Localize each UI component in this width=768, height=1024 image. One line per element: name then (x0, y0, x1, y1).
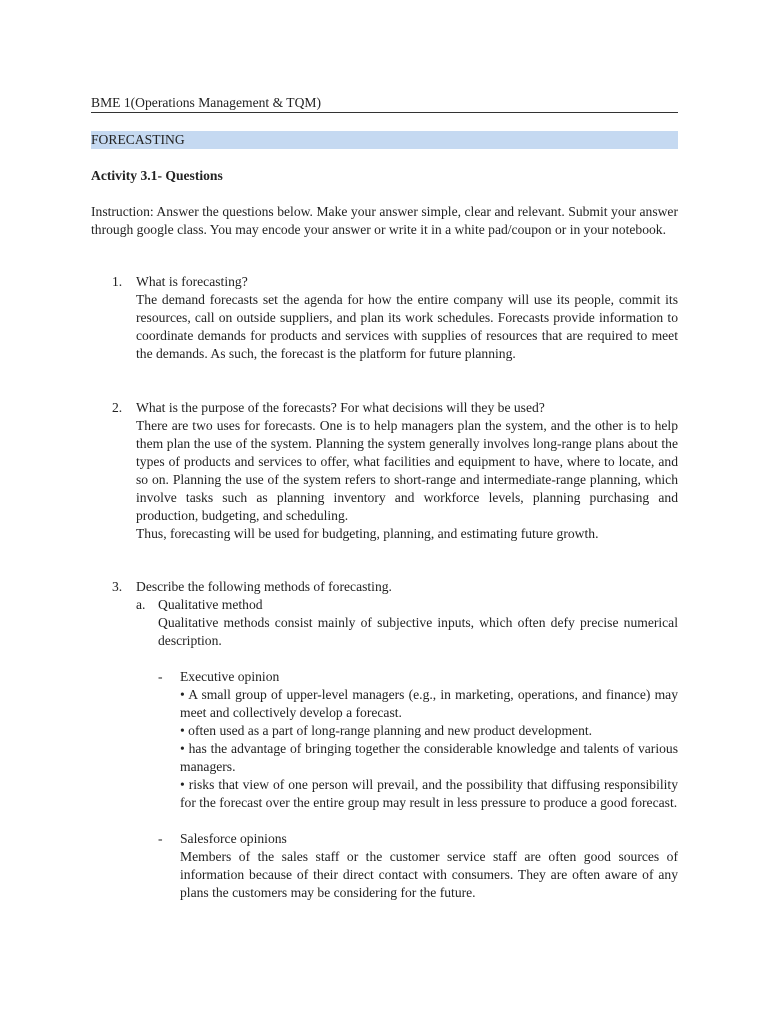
sub-item-title: Qualitative method (158, 597, 263, 612)
question-text: Describe the following methods of forecasting. (136, 579, 392, 594)
dash-marker: - (158, 831, 163, 846)
sub-item-description: Qualitative methods consist mainly of subjective inputs, which often defy precise numerical description. (158, 615, 678, 648)
section-banner: FORECASTING (91, 131, 678, 149)
activity-title: Activity 3.1- Questions (91, 168, 223, 183)
sub-item-a (136, 596, 678, 902)
question-2 (112, 399, 678, 543)
dash-marker: - (158, 669, 163, 684)
question-3 (112, 578, 678, 902)
method-bullet: • A small group of upper-level managers (e.g., in marketing, operations, and finance) may meet and collectively develop a forecast. (180, 687, 678, 720)
method-bullet: • has the advantage of bringing together the considerable knowledge and talents of various managers. (180, 741, 678, 774)
method-bullet: • risks that view of one person will prevail, and the possibility that diffusing responsibility for the forecast over the entire group may result in less pressure to produce a good forecast. (180, 777, 678, 810)
answer-conclusion: Thus, forecasting will be used for budgeting, planning, and estimating future growth. (136, 526, 599, 541)
sub-item-label: a. (136, 597, 146, 612)
method-bullet: • often used as a part of long-range planning and new product development. (180, 723, 593, 738)
course-header: BME 1(Operations Management & TQM) (91, 94, 678, 113)
question-number: 2. (112, 400, 123, 415)
answer-text: The demand forecasts set the agenda for how the entire company will use its people, commit its resources, call on outside suppliers, and plan its work schedules. Forecasts provide information to coordinate demands for products and services with supplies of resources that are required to meet the demands. As such, the forecast is the platform for future planning. (136, 292, 678, 361)
method-executive-opinion (158, 668, 678, 812)
method-title: Executive opinion (180, 669, 280, 684)
method-description: Members of the sales staff or the customer service staff are often good sources of information because of their direct contact with consumers. They are often aware of any plans the customers may be considering for the future. (180, 849, 678, 900)
method-salesforce-opinions (158, 830, 678, 902)
answer-text: There are two uses for forecasts. One is to help managers plan the system, and the other is to help them plan the use of the system. Planning the system generally involves long-range plans about the types of products and services to offer, what facilities and equipment to have, where to locate, and so on. Planning the use of the system refers to short-range and intermediate-range planning, which involve tasks such as planning inventory and workforce levels, planning purchasing and production, budgeting, and scheduling. (136, 418, 678, 523)
question-number: 3. (112, 579, 123, 594)
question-number: 1. (112, 274, 123, 289)
question-text: What is forecasting? (136, 274, 248, 289)
question-1 (112, 273, 678, 363)
question-text: What is the purpose of the forecasts? For what decisions will they be used? (136, 400, 545, 415)
instruction-paragraph: Instruction: Answer the questions below. Make your answer simple, clear and relevant. Submit your answer through google class. You may encode your answer or write it in a white pad/coupon or in your notebook. (91, 204, 678, 237)
method-title: Salesforce opinions (180, 831, 287, 846)
